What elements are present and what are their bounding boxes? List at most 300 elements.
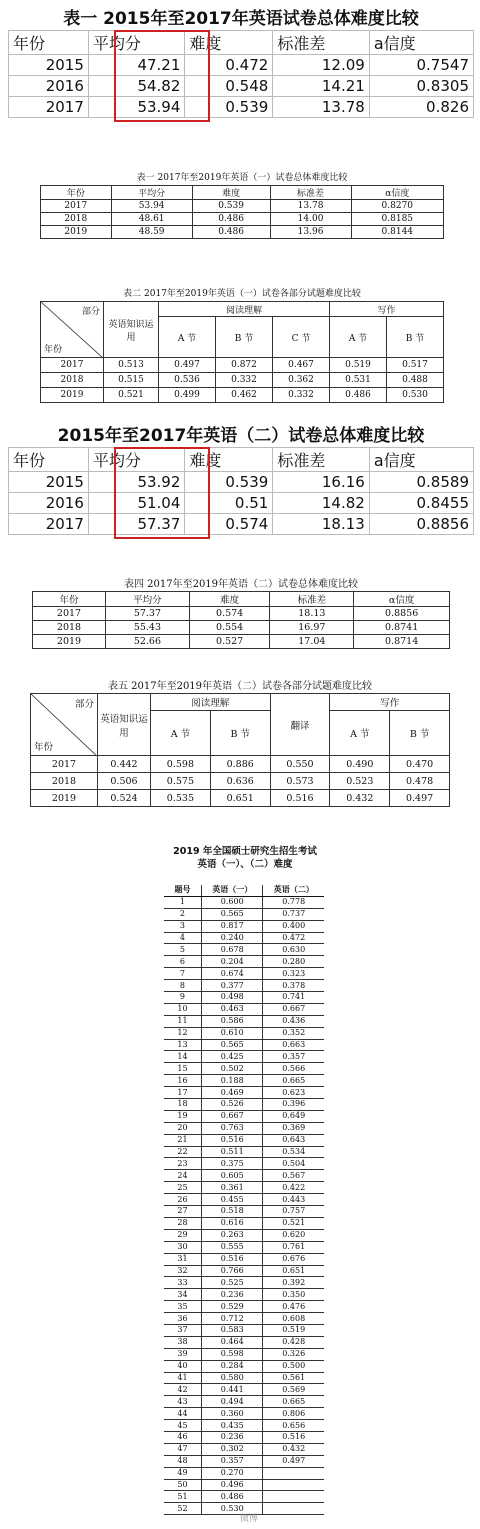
cell: 0.566 [263, 1063, 324, 1075]
cell: 0.470 [390, 756, 450, 773]
col-header: 平均分 [106, 592, 190, 607]
cell: 0.574 [185, 514, 273, 535]
cell: 0.498 [201, 992, 263, 1004]
col-header: 难度 [189, 592, 270, 607]
cell: 2017 [9, 97, 89, 118]
cell [263, 1467, 324, 1479]
table-row [41, 358, 444, 373]
cell: 53.94 [88, 97, 185, 118]
cell: 0.518 [201, 1206, 263, 1218]
cell: 50 [164, 1479, 201, 1491]
cell: 0.284 [201, 1360, 263, 1372]
table-row [41, 373, 444, 388]
cell: 0.369 [263, 1122, 324, 1134]
cell: 2019 [31, 790, 98, 807]
table-row [164, 1443, 324, 1455]
col-header: 翻译 [270, 694, 330, 756]
cell: 0.516 [201, 1253, 263, 1265]
cell: 18 [164, 1099, 201, 1111]
corner-cell [41, 302, 104, 358]
table-row [164, 968, 324, 980]
cell: 13 [164, 1039, 201, 1051]
cell: 2017 [31, 756, 98, 773]
watermark: 微博 [240, 1514, 259, 1524]
cell: 0.523 [330, 773, 390, 790]
table-row [164, 1063, 324, 1075]
cell: 49 [164, 1467, 201, 1479]
table-row [164, 1253, 324, 1265]
cell: 0.575 [151, 773, 211, 790]
table-row [164, 1336, 324, 1348]
cell: 19 [164, 1110, 201, 1122]
table-row [31, 756, 450, 773]
table-row [9, 493, 474, 514]
cell: 54.82 [88, 76, 185, 97]
parts-table [30, 693, 450, 807]
cell: 0.600 [201, 896, 263, 908]
table-row [164, 1027, 324, 1039]
cell: 53.92 [88, 472, 185, 493]
cell: 46 [164, 1431, 201, 1443]
table-row [164, 896, 324, 908]
col-header: 难度 [185, 31, 273, 55]
table-row [164, 908, 324, 920]
table-title: 表一 2017年至2019年英语（一）试卷总体难度比较 [136, 173, 348, 183]
cell: 0.442 [98, 756, 151, 773]
cell: 17.04 [270, 635, 354, 649]
cell: 0.432 [330, 790, 390, 807]
cell: 14 [164, 1051, 201, 1063]
cell: 0.8856 [354, 607, 450, 621]
cell: 0.361 [201, 1182, 263, 1194]
cell: 0.598 [201, 1348, 263, 1360]
cell: 2016 [9, 76, 89, 97]
cell: 0.535 [151, 790, 211, 807]
cell: 0.8270 [351, 200, 443, 213]
cell: 22 [164, 1146, 201, 1158]
cell: 14.00 [270, 213, 351, 226]
cell: 0.463 [201, 1003, 263, 1015]
cell: 0.554 [189, 621, 270, 635]
col-header: 标准差 [273, 31, 370, 55]
cell: 0.519 [330, 358, 387, 373]
col-header: 英语（一） [201, 885, 263, 896]
table-row [164, 1467, 324, 1479]
corner-bottom-label: 年份 [44, 345, 63, 355]
col-header: B 节 [216, 317, 273, 358]
table-row [164, 1396, 324, 1408]
cell: 0.598 [151, 756, 211, 773]
table-row [164, 1015, 324, 1027]
cell: 0.530 [201, 1503, 263, 1515]
cell: 0.806 [263, 1408, 324, 1420]
cell: 0.531 [330, 373, 387, 388]
col-header: 英语（二） [263, 885, 324, 896]
cell: 0.8741 [354, 621, 450, 635]
cell: 13.78 [273, 97, 370, 118]
table-row [164, 944, 324, 956]
col-header: 英语知识运用 [104, 302, 159, 358]
col-header: 年份 [9, 31, 89, 55]
cell: 0.486 [201, 1491, 263, 1503]
col-header: C 节 [273, 317, 330, 358]
cell: 0.517 [387, 358, 444, 373]
cell: 2018 [33, 621, 106, 635]
cell: 31 [164, 1253, 201, 1265]
cell: 0.236 [201, 1289, 263, 1301]
cell: 48.59 [111, 226, 192, 239]
cell: 0.263 [201, 1229, 263, 1241]
cell: 0.565 [201, 908, 263, 920]
cell: 38 [164, 1336, 201, 1348]
table-row [164, 1348, 324, 1360]
cell: 0.616 [201, 1217, 263, 1229]
cell: 0.763 [201, 1122, 263, 1134]
cell: 0.8856 [369, 514, 473, 535]
cell: 52 [164, 1503, 201, 1515]
table-row [164, 1087, 324, 1099]
cell: 0.534 [263, 1146, 324, 1158]
cell: 48 [164, 1455, 201, 1467]
table-row [164, 1194, 324, 1206]
cell: 16.97 [270, 621, 354, 635]
difficulty-table [8, 447, 474, 535]
cell: 17 [164, 1087, 201, 1099]
cell: 0.350 [263, 1289, 324, 1301]
cell: 0.455 [201, 1194, 263, 1206]
col-header: 英语知识运用 [98, 694, 151, 756]
cell: 0.516 [201, 1134, 263, 1146]
col-header: 年份 [33, 592, 106, 607]
table-row [9, 55, 474, 76]
cell: 2016 [9, 493, 89, 514]
cell: 45 [164, 1420, 201, 1432]
table-row [164, 1277, 324, 1289]
cell: 18.13 [270, 607, 354, 621]
cell: 0.524 [98, 790, 151, 807]
cell: 0.573 [270, 773, 330, 790]
table-2015-2017-english [8, 8, 474, 118]
cell: 0.872 [216, 358, 273, 373]
cell: 0.8185 [351, 213, 443, 226]
cell: 0.425 [201, 1051, 263, 1063]
cell: 0.511 [201, 1146, 263, 1158]
cell: 0.332 [216, 373, 273, 388]
cell: 0.665 [263, 1075, 324, 1087]
cell: 0.428 [263, 1336, 324, 1348]
cell: 14.82 [273, 493, 370, 514]
table-row [164, 1384, 324, 1396]
table-title: 表一 2015年至2017年英语试卷总体难度比较 [63, 9, 419, 29]
cell: 0.676 [263, 1253, 324, 1265]
cell [263, 1503, 324, 1515]
cell: 0.674 [201, 968, 263, 980]
table-english-one-overall [40, 172, 444, 239]
cell: 55.43 [106, 621, 190, 635]
list-subtitle: 英语（一）、（二）难度 [197, 859, 293, 870]
cell: 0.565 [201, 1039, 263, 1051]
cell: 16.16 [273, 472, 370, 493]
cell: 2019 [33, 635, 106, 649]
table-row [164, 1122, 324, 1134]
cell: 9 [164, 992, 201, 1004]
table-english-two-overall [32, 578, 450, 649]
col-header: A 节 [159, 317, 216, 358]
table-row [41, 200, 444, 213]
table-row [9, 97, 474, 118]
table-2015-2017-english-two [8, 425, 474, 535]
col-header: B 节 [387, 317, 444, 358]
cell: 0.441 [201, 1384, 263, 1396]
col-header: 平均分 [88, 31, 185, 55]
cell: 0.188 [201, 1075, 263, 1087]
cell: 0.678 [201, 944, 263, 956]
table-row [164, 1289, 324, 1301]
cell: 10 [164, 1003, 201, 1015]
table-english-two-parts [30, 680, 450, 807]
cell: 6 [164, 956, 201, 968]
cell: 36 [164, 1313, 201, 1325]
cell: 0.236 [201, 1431, 263, 1443]
cell: 0.490 [330, 756, 390, 773]
cell: 0.499 [159, 388, 216, 403]
table-row [164, 980, 324, 992]
cell: 2019 [41, 226, 112, 239]
cell: 0.377 [201, 980, 263, 992]
table-title: 表四 2017年至2019年英语（二）试卷总体难度比较 [123, 579, 359, 590]
cell: 0.8714 [354, 635, 450, 649]
cell: 0.561 [263, 1372, 324, 1384]
cell: 1 [164, 896, 201, 908]
cell: 41 [164, 1372, 201, 1384]
col-header: α信度 [354, 592, 450, 607]
corner-top-label: 部分 [74, 699, 94, 710]
col-header: B 节 [390, 711, 450, 756]
col-header: 平均分 [88, 448, 185, 472]
col-header: 标准差 [273, 448, 370, 472]
cell: 7 [164, 968, 201, 980]
cell: 0.8589 [369, 472, 473, 493]
cell: 0.515 [104, 373, 159, 388]
cell: 2017 [33, 607, 106, 621]
table-row [164, 1420, 324, 1432]
header-row [41, 186, 444, 200]
table-row [164, 1491, 324, 1503]
col-header: 难度 [185, 448, 273, 472]
cell: 57.37 [106, 607, 190, 621]
cell: 0.400 [263, 920, 324, 932]
table-row [164, 1241, 324, 1253]
cell: 0.467 [273, 358, 330, 373]
cell: 0.643 [263, 1134, 324, 1146]
cell: 0.826 [369, 97, 473, 118]
corner-bottom-label: 年份 [34, 742, 54, 753]
cell: 0.332 [273, 388, 330, 403]
cell: 0.240 [201, 932, 263, 944]
header-row [164, 885, 324, 896]
cell: 0.8144 [351, 226, 443, 239]
cell: 18.13 [273, 514, 370, 535]
cell: 16 [164, 1075, 201, 1087]
cell: 0.766 [201, 1265, 263, 1277]
highlight-box [114, 447, 210, 539]
cell: 24 [164, 1170, 201, 1182]
cell: 0.521 [104, 388, 159, 403]
group-header: 阅读理解 [159, 302, 330, 317]
table-row [164, 1479, 324, 1491]
cell: 47 [164, 1443, 201, 1455]
table-row [164, 920, 324, 932]
cell: 0.436 [263, 1015, 324, 1027]
cell: 0.656 [263, 1420, 324, 1432]
cell: 32 [164, 1265, 201, 1277]
table-row [164, 1051, 324, 1063]
table-row [9, 76, 474, 97]
cell: 28 [164, 1217, 201, 1229]
cell: 0.778 [263, 896, 324, 908]
cell: 5 [164, 944, 201, 956]
table-row [164, 1158, 324, 1170]
cell: 2017 [9, 514, 89, 535]
cell [263, 1479, 324, 1491]
table-row [33, 635, 450, 649]
cell: 23 [164, 1158, 201, 1170]
table-row [164, 1075, 324, 1087]
cell: 39 [164, 1348, 201, 1360]
cell: 0.636 [210, 773, 270, 790]
table-row [31, 773, 450, 790]
cell: 0.7547 [369, 55, 473, 76]
cell: 0.630 [263, 944, 324, 956]
cell: 0.476 [263, 1301, 324, 1313]
table-row [41, 388, 444, 403]
cell: 47.21 [88, 55, 185, 76]
cell: 0.550 [270, 756, 330, 773]
table-row [164, 1360, 324, 1372]
cell: 0.497 [390, 790, 450, 807]
cell: 0.51 [185, 493, 273, 514]
cell: 34 [164, 1289, 201, 1301]
table-row [41, 226, 444, 239]
table-row [164, 1110, 324, 1122]
cell: 0.886 [210, 756, 270, 773]
cell: 4 [164, 932, 201, 944]
cell: 51.04 [88, 493, 185, 514]
group-header: 写作 [330, 302, 444, 317]
cell: 0.478 [390, 773, 450, 790]
cell: 0.375 [201, 1158, 263, 1170]
cell: 48.61 [111, 213, 192, 226]
cell: 8 [164, 980, 201, 992]
cell: 44 [164, 1408, 201, 1420]
cell: 12 [164, 1027, 201, 1039]
cell: 12.09 [273, 55, 370, 76]
cell: 0.605 [201, 1170, 263, 1182]
cell: 0.280 [263, 956, 324, 968]
cell: 0.464 [201, 1336, 263, 1348]
cell: 27 [164, 1206, 201, 1218]
cell: 2019 [41, 388, 104, 403]
cell: 0.519 [263, 1324, 324, 1336]
cell: 11 [164, 1015, 201, 1027]
cell: 0.525 [201, 1277, 263, 1289]
cell: 0.667 [263, 1003, 324, 1015]
cell: 0.574 [189, 607, 270, 621]
difficulty-table [8, 30, 474, 118]
cell: 35 [164, 1301, 201, 1313]
cell: 0.357 [263, 1051, 324, 1063]
cell: 33 [164, 1277, 201, 1289]
cell: 0.548 [185, 76, 273, 97]
table-row [164, 1217, 324, 1229]
cell: 15 [164, 1063, 201, 1075]
cell: 0.567 [263, 1170, 324, 1182]
table-title: 2015年至2017年英语（二）试卷总体难度比较 [57, 426, 425, 446]
cell: 0.516 [270, 790, 330, 807]
cell: 0.486 [330, 388, 387, 403]
cell: 0.651 [263, 1265, 324, 1277]
cell: 0.504 [263, 1158, 324, 1170]
cell: 29 [164, 1229, 201, 1241]
cell: 0.435 [201, 1420, 263, 1432]
cell: 2018 [41, 373, 104, 388]
table-row [9, 514, 474, 535]
cell: 0.555 [201, 1241, 263, 1253]
cell: 2017 [41, 358, 104, 373]
cell: 0.323 [263, 968, 324, 980]
col-header: 难度 [192, 186, 270, 200]
cell: 14.21 [273, 76, 370, 97]
cell: 0.586 [201, 1015, 263, 1027]
cell: 52.66 [106, 635, 190, 649]
cell: 0.472 [185, 55, 273, 76]
header-row [9, 448, 474, 472]
cell: 0.506 [98, 773, 151, 790]
question-table [164, 885, 324, 1515]
cell: 0.741 [263, 992, 324, 1004]
cell: 0.539 [185, 97, 273, 118]
table-row [164, 1229, 324, 1241]
cell: 0.443 [263, 1194, 324, 1206]
cell: 0.486 [192, 226, 270, 239]
table-row [164, 1455, 324, 1467]
header-row [33, 592, 450, 607]
cell: 0.204 [201, 956, 263, 968]
cell: 0.302 [201, 1443, 263, 1455]
cell: 0.712 [201, 1313, 263, 1325]
table-row [164, 992, 324, 1004]
cell: 42 [164, 1384, 201, 1396]
cell: 0.270 [201, 1467, 263, 1479]
cell: 0.378 [263, 980, 324, 992]
col-header: 平均分 [111, 186, 192, 200]
cell: 57.37 [88, 514, 185, 535]
col-header: A 节 [330, 711, 390, 756]
cell: 0.527 [189, 635, 270, 649]
cell: 3 [164, 920, 201, 932]
cell: 37 [164, 1324, 201, 1336]
cell: 0.496 [201, 1479, 263, 1491]
col-header: 标准差 [270, 186, 351, 200]
table-row [164, 1206, 324, 1218]
cell: 0.610 [201, 1027, 263, 1039]
table-row [33, 621, 450, 635]
cell: 20 [164, 1122, 201, 1134]
table-row [33, 607, 450, 621]
cell: 0.360 [201, 1408, 263, 1420]
cell: 0.608 [263, 1313, 324, 1325]
cell: 2015 [9, 55, 89, 76]
